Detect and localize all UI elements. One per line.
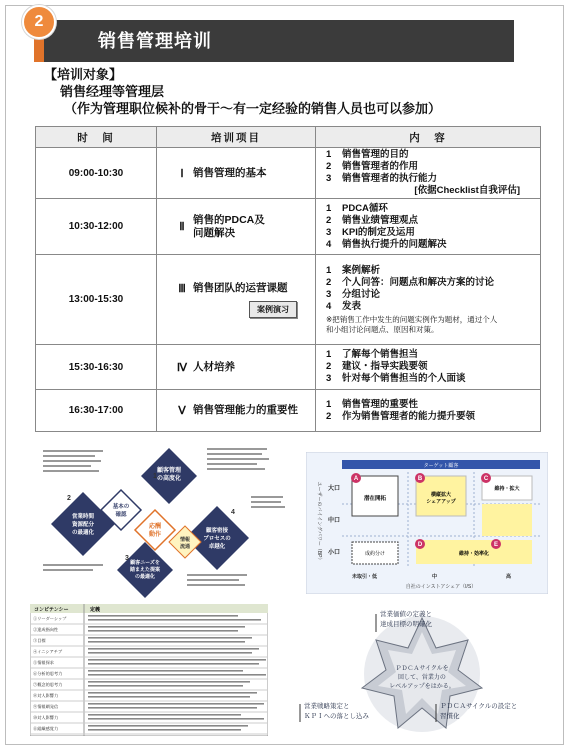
content-item: 2 个人问答：问题点和解决方案的讨论 (326, 276, 495, 288)
row-time: 09:00-10:30 (36, 148, 157, 199)
svg-text:卓越化: 卓越化 (208, 544, 226, 550)
svg-text:踏まえた提案: 踏まえた提案 (129, 567, 161, 573)
svg-text:顧客密接: 顧客密接 (205, 528, 229, 534)
target-audience (44, 66, 441, 117)
pdca-star-diagram (296, 604, 548, 736)
row-topic-text: 销售管理能力的重要性 (193, 404, 298, 416)
svg-text:の最適化: の最適化 (134, 574, 156, 580)
svg-text:回して、営業力の: 回して、営業力の (398, 675, 446, 681)
row-topic (157, 390, 316, 432)
svg-text:小口: 小口 (328, 550, 341, 556)
content-item: 3 KPI的制定及运用 (326, 226, 415, 238)
table-row (36, 148, 541, 199)
svg-text:営業価値の定義と: 営業価値の定義と (380, 611, 432, 618)
table-row (36, 255, 541, 345)
row-topic-text: 销售团队的运营课题 (193, 281, 288, 294)
content-note: [依据Checklist自我评估] (414, 185, 520, 196)
content-item: 1 PDCA循环 (326, 202, 388, 214)
row-numeral: Ⅰ (180, 167, 184, 180)
svg-text:コンピテンシー: コンピテンシー (34, 607, 69, 613)
table-row (36, 390, 541, 432)
svg-text:維持・効率化: 維持・効率化 (458, 551, 490, 557)
svg-text:定義: 定義 (90, 607, 101, 613)
content-item: 2 建议・指导实践要领 (326, 361, 428, 372)
row-content (316, 199, 541, 255)
svg-text:営業戦略策定と: 営業戦略策定と (304, 703, 350, 710)
svg-text:営業時間: 営業時間 (71, 514, 95, 520)
content-item: 4 发表 (326, 300, 362, 312)
content-item: 1 销售管理的重要性 (326, 398, 419, 410)
matrix-xlabel: 自社のインストアシェア（I/S） (405, 584, 477, 590)
svg-text:の高度化: の高度化 (156, 476, 182, 482)
row-time: 10:30-12:00 (36, 199, 157, 255)
svg-text:ＰＤＣＡサイクルを: ＰＤＣＡサイクルを (395, 666, 449, 672)
content-item: 3 针对每个销售担当的个人面谈 (326, 373, 466, 384)
svg-text:中: 中 (432, 574, 438, 580)
row-content (316, 390, 541, 432)
svg-text:成約分け: 成約分け (364, 551, 386, 557)
svg-text:未取引・低: 未取引・低 (352, 574, 378, 580)
target-line1: 销售经理等管理层 (60, 84, 165, 99)
row-time: 13:00-15:30 (36, 255, 157, 345)
content-item: 2 销售业绩管理观点 (326, 214, 419, 226)
content-item: 1 销售管理的目的 (326, 149, 409, 160)
svg-text:顧客ニーズを: 顧客ニーズを (130, 560, 160, 566)
svg-text:1: 1 (153, 473, 157, 480)
svg-text:流通: 流通 (179, 544, 191, 550)
svg-text:レベルアップをはかる。: レベルアップをはかる。 (389, 684, 455, 690)
box-yellow (482, 504, 532, 536)
matrix-title: ターゲット顧客 (423, 463, 459, 469)
svg-text:ＰＤＣＡサイクルの設定と: ＰＤＣＡサイクルの設定と (440, 703, 518, 710)
svg-text:高: 高 (506, 574, 512, 580)
content-item: 1 了解每个销售担当 (326, 349, 419, 360)
target-matrix-diagram (306, 452, 548, 594)
col-header-time: 时 间 (36, 127, 157, 148)
competency-row-label: ⑧対人影響力 (33, 693, 59, 698)
content-item: 3 分组讨论 (326, 288, 381, 300)
svg-text:3: 3 (125, 555, 129, 562)
competency-row-label: ②達成指向性 (33, 627, 59, 632)
schedule-table (35, 126, 541, 432)
svg-text:動作: 動作 (148, 532, 162, 538)
competency-row-label: ④イニシアチブ (33, 649, 63, 654)
col-header-content: 内 容 (316, 127, 541, 148)
competency-row-label: ⑦概念的思考力 (33, 682, 63, 687)
d1-text: 顧客管理 (156, 468, 182, 474)
content-item: 2 销售管理者的作用 (326, 161, 419, 172)
svg-text:の最適化: の最適化 (71, 530, 95, 536)
svg-text:D: D (417, 542, 423, 548)
content-item: 2 作为销售管理者的能力提升要领 (326, 410, 476, 422)
competency-row-label: ⑤情報探求 (33, 660, 54, 665)
content-remark: ※把销售工作中发生的问题实例作为题材，通过个人和小组讨论问题点、原因和对策。 (326, 314, 498, 334)
svg-text:大口: 大口 (328, 486, 341, 492)
svg-text:確認: 確認 (115, 512, 127, 518)
row-topic (157, 345, 316, 390)
target-heading: 【培训对象】 (44, 67, 123, 82)
competency-row-label: ③目標 (33, 638, 46, 643)
competency-diamond-diagram (37, 440, 287, 598)
col-header-topic: 培训项目 (157, 127, 316, 148)
target-line2: （作为管理职位候补的骨干～有一定经验的销售人员也可以参加） (64, 101, 442, 116)
row-numeral: Ⅲ (178, 282, 186, 295)
svg-text:プロセスの: プロセスの (203, 536, 231, 542)
row-topic (157, 255, 316, 345)
matrix-ylabel: ユーザーのバイイングパワー（BP） (316, 481, 322, 563)
row-topic (157, 148, 316, 199)
svg-text:横縦拡大: 横縦拡大 (430, 492, 452, 498)
svg-text:情報: 情報 (179, 537, 191, 543)
competency-row-label: ①リーダーシップ (33, 616, 67, 621)
svg-text:2: 2 (67, 495, 71, 502)
row-topic-text: 人材培养 (193, 360, 235, 373)
svg-text:基本の: 基本の (112, 504, 130, 510)
row-numeral: Ⅳ (176, 361, 188, 374)
row-numeral: Ⅴ (178, 405, 186, 417)
row-content (316, 255, 541, 345)
table-header-row (36, 127, 541, 148)
svg-text:中口: 中口 (328, 518, 341, 524)
section-number-badge: 2 (22, 5, 56, 39)
case-study-button[interactable]: 案例演习 (249, 301, 297, 318)
svg-text:資源配分: 資源配分 (71, 522, 95, 528)
svg-text:ＫＰＩへの落とし込み: ＫＰＩへの落とし込み (304, 713, 369, 720)
row-topic-text: 销售管理的基本 (193, 166, 267, 179)
row-time: 16:30-17:00 (36, 390, 157, 432)
content-item: 4 销售执行提升的问题解决 (326, 238, 447, 250)
row-content (316, 148, 541, 199)
content-item: 3 销售管理者的执行能力 (326, 173, 438, 184)
table-row (36, 199, 541, 255)
svg-text:4: 4 (231, 509, 235, 516)
svg-text:E: E (493, 542, 499, 548)
competency-row-label: ⑩対人影響力 (33, 715, 59, 720)
page-title: 销售管理培训 (98, 31, 212, 51)
svg-text:応酬: 応酬 (148, 524, 162, 530)
svg-text:A: A (353, 476, 359, 482)
competency-row-label: ⑪組織感覚力 (33, 726, 59, 731)
row-topic-text: 销售的PDCA及 问题解决 (193, 213, 265, 239)
svg-text:達成目標の明確化: 達成目標の明確化 (380, 621, 432, 628)
svg-text:習慣化: 習慣化 (440, 713, 460, 720)
row-content (316, 345, 541, 390)
svg-text:C: C (483, 476, 489, 482)
svg-text:潜在開拓: 潜在開拓 (363, 496, 387, 502)
svg-text:B: B (417, 476, 423, 482)
competency-row-label: ⑥分析的思考力 (33, 671, 63, 676)
competency-table-diagram (30, 604, 268, 736)
table-row (36, 345, 541, 390)
content-item: 1 案例解析 (326, 264, 381, 276)
svg-text:シェアアップ: シェアアップ (426, 499, 456, 505)
row-numeral: Ⅱ (179, 221, 185, 233)
svg-text:維持・拡大: 維持・拡大 (494, 486, 520, 492)
competency-row-label: ⑨情報網発信 (33, 704, 59, 709)
row-topic (157, 199, 316, 255)
row-time: 15:30-16:30 (36, 345, 157, 390)
